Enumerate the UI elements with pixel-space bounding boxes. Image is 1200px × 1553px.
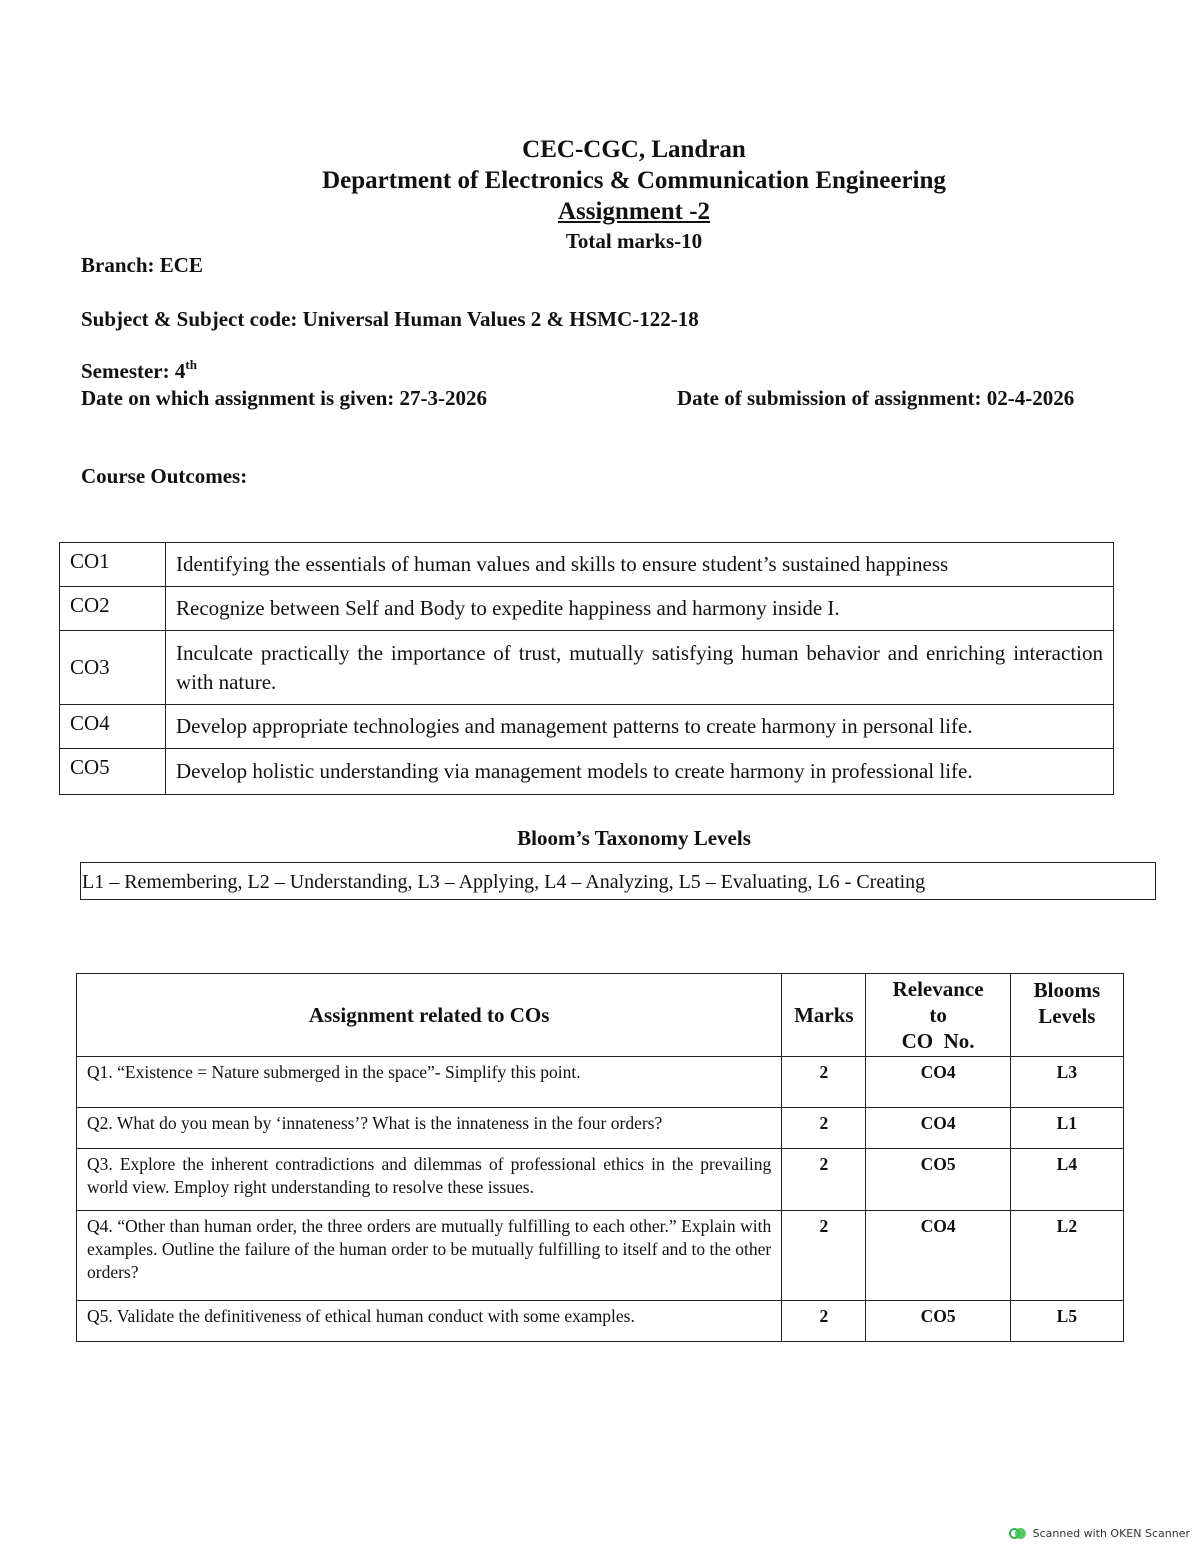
- co-code: CO4: [60, 705, 166, 749]
- bloom-taxonomy-title: Bloom’s Taxonomy Levels: [517, 826, 751, 850]
- header-relevance: [866, 974, 1010, 1057]
- department-name: Department of Electronics & Communication Engineering: [322, 167, 946, 194]
- co-description: Identifying the essentials of human values and skills to ensure student’s sustained happiness: [166, 543, 1114, 587]
- co-row: [60, 749, 1114, 795]
- course-outcomes-heading: Course Outcomes:: [81, 464, 248, 488]
- date-given: Date on which assignment is given: 27-3-2026: [81, 386, 488, 410]
- header-marks: Marks: [782, 974, 866, 1057]
- question-marks: 2: [782, 1211, 866, 1301]
- question-level: L2: [1010, 1211, 1123, 1301]
- question-co: CO4: [866, 1108, 1010, 1149]
- header-relevance-line2: to: [929, 1003, 947, 1027]
- header-blooms-line2: Levels: [1038, 1004, 1096, 1028]
- co-description: Recognize between Self and Body to expedite happiness and harmony inside I.: [166, 587, 1114, 631]
- assignment-title-wrap: [0, 196, 1200, 227]
- co-row: [60, 587, 1114, 631]
- table-row: [77, 1108, 1124, 1149]
- table-row: [77, 1211, 1124, 1301]
- co-description: Inculcate practically the importance of trust, mutually satisfying human behavior and enriching interaction with nature.: [166, 631, 1114, 705]
- header-assignment: Assignment related to COs: [77, 974, 782, 1057]
- question-text: Q4. “Other than human order, the three orders are mutually fulfilling to each other.” Explain with examples. Outline the failure of the human order to be mutually fulfilling to itself and to the other orders?: [77, 1211, 782, 1301]
- table-row: [77, 1149, 1124, 1211]
- question-level: L5: [1010, 1301, 1123, 1342]
- question-level: L1: [1010, 1108, 1123, 1149]
- co-row: [60, 705, 1114, 749]
- question-marks: 2: [782, 1149, 866, 1211]
- assignment-title: Assignment -2: [557, 198, 711, 225]
- question-marks: 2: [782, 1301, 866, 1342]
- total-marks: Total marks-10: [565, 229, 703, 253]
- assignment-table-header: [77, 974, 1124, 1057]
- table-row: [77, 1057, 1124, 1108]
- date-submission: Date of submission of assignment: 02-4-2026: [677, 386, 1075, 410]
- co-description: Develop holistic understanding via management models to create harmony in professional life.: [166, 749, 1114, 795]
- question-co: CO5: [866, 1149, 1010, 1211]
- question-level: L4: [1010, 1149, 1123, 1211]
- question-marks: 2: [782, 1108, 866, 1149]
- oken-scanner-logo-icon: [1009, 1528, 1027, 1540]
- co-code: CO5: [60, 749, 166, 795]
- bloom-levels-box: L1 – Remembering, L2 – Understanding, L3 – Applying, L4 – Analyzing, L5 – Evaluating, L6 - Creating: [80, 862, 1156, 900]
- question-text: Q1. “Existence = Nature submerged in the space”- Simplify this point.: [77, 1057, 782, 1108]
- semester-superscript: th: [185, 357, 197, 372]
- institute-name: CEC-CGC, Landran: [522, 136, 746, 163]
- scanner-text: Scanned with OKEN Scanner: [1032, 1527, 1190, 1540]
- question-level: L3: [1010, 1057, 1123, 1108]
- assignment-table: [76, 973, 1124, 1342]
- header-relevance-line1: Relevance: [892, 977, 984, 1001]
- co-row: [60, 631, 1114, 705]
- table-row: [77, 1301, 1124, 1342]
- co-code: CO1: [60, 543, 166, 587]
- co-code: CO2: [60, 587, 166, 631]
- semester-label: Semester: 4: [81, 359, 186, 383]
- header-blooms: [1010, 974, 1123, 1057]
- header-blooms-line1: Blooms: [1033, 978, 1101, 1002]
- question-text: Q2. What do you mean by ‘innateness’? What is the innateness in the four orders?: [77, 1108, 782, 1149]
- question-text: Q3. Explore the inherent contradictions and dilemmas of professional ethics in the prevailing world view. Employ right understanding to resolve these issues.: [77, 1149, 782, 1211]
- header-relevance-line3: CO No.: [901, 1029, 975, 1053]
- semester: [81, 359, 197, 384]
- co-code: CO3: [60, 631, 166, 705]
- question-co: CO4: [866, 1057, 1010, 1108]
- question-text: Q5. Validate the definitiveness of ethical human conduct with some examples.: [77, 1301, 782, 1342]
- question-marks: 2: [782, 1057, 866, 1108]
- co-row: [60, 543, 1114, 587]
- question-co: CO5: [866, 1301, 1010, 1342]
- question-co: CO4: [866, 1211, 1010, 1301]
- scanner-watermark: [1009, 1527, 1190, 1540]
- co-description: Develop appropriate technologies and management patterns to create harmony in personal life.: [166, 705, 1114, 749]
- course-outcomes-table: [59, 542, 1114, 795]
- subject: Subject & Subject code: Universal Human Values 2 & HSMC-122-18: [81, 307, 699, 331]
- branch: Branch: ECE: [81, 253, 203, 277]
